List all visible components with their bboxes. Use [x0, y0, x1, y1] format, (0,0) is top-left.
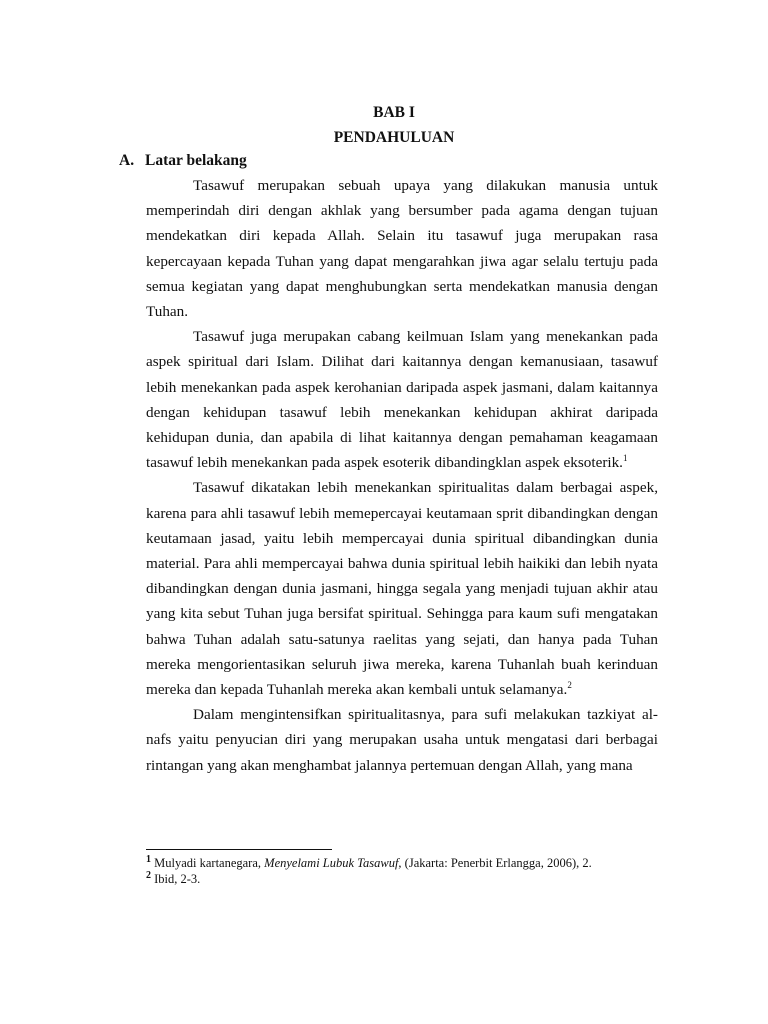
- footnote-divider: [146, 849, 332, 850]
- footnote-publication: (Jakarta: Penerbit Erlangga, 2006), 2.: [401, 856, 592, 870]
- chapter-number: BAB I: [373, 104, 415, 121]
- paragraph-text: Tasawuf merupakan sebuah upaya yang dilakukan manusia untuk memperindah diri dengan akhlak yang bersumber pada agama dengan tujuan mendekatkan diri kepada Allah. Selain itu tasawuf juga merupakan rasa kepercayaan kepada Tuhan yang dapat mengarahkan jiwa agar selalu tertuju pada semua kegiatan yang dapat menghubungkan serta mendekatkan manusia dengan Tuhan.: [146, 177, 658, 321]
- footnote-ref[interactable]: 1: [622, 453, 628, 464]
- section-heading: [119, 151, 247, 171]
- paragraph-text: Dalam mengintensifkan spiritualitasnya, para sufi melakukan tazkiyat al-nafs yaitu penyucian diri yang merupakan usaha untuk mengatasi dari berbagai rintangan yang akan menghambat jalannya pertemuan dengan Allah, yang mana: [146, 706, 658, 774]
- footnote-2: [146, 871, 658, 887]
- footnote-book-title: Menyelami Lubuk Tasawuf,: [264, 856, 402, 870]
- body-text: [146, 173, 658, 778]
- footnote-text: Ibid, 2-3.: [154, 872, 201, 886]
- paragraph-text: Tasawuf dikatakan lebih menekankan spiritualitas dalam berbagai aspek, karena para ahli tasawuf lebih memepercayai keutamaan sprit dibandingkan dengan keutamaan jasad, yaitu lebih mempercayai dunia spiritual dibandingkan dunia material. Para ahli mempercayai bahwa dunia spiritual lebih haikiki dan lebih nyata dibandingkan dengan dunia jasmani, hingga segala yang menjadi tujuan akhir atau yang kita sebut Tuhan juga bersifat spiritual. Sehingga para kaum sufi mengatakan bahwa Tuhan adalah satu-satunya raelitas yang sejati, dan hanya pada Tuhan mereka mengorientasikan seluruh jiwa mereka, karena Tuhanlah buah kerinduan mereka dan kepada Tuhanlah mereka akan kembali untuk selamanya.: [146, 479, 658, 699]
- footnotes: [146, 855, 658, 887]
- paragraph-1: [146, 173, 658, 324]
- footnote-text: Mulyadi kartanegara,: [154, 856, 265, 870]
- footnote-mark: 1: [146, 853, 151, 865]
- section-number: A.: [119, 152, 135, 169]
- paragraph-text: Tasawuf juga merupakan cabang keilmuan Islam yang menekankan pada aspek spiritual dari Islam. Dilihat dari kaitannya dengan kemanusiaan, tasawuf lebih menekankan pada aspek kerohanian daripada aspek jasmani, dalam kaitannya dengan kehidupan tasawuf lebih menekankan kehidupan akhirat daripada kehidupan dunia, dan apabila di lihat kaitannya dengan pemahaman keagamaan tasawuf lebih menekankan pada aspek esoterik dibandingklan aspek eksoterik.: [146, 328, 658, 472]
- paragraph-4: [146, 702, 658, 778]
- paragraph-2: [146, 324, 658, 475]
- paragraph-3: [146, 475, 658, 702]
- chapter-title: PENDAHULUAN: [333, 129, 455, 146]
- footnote-ref[interactable]: 2: [567, 680, 572, 690]
- footnote-1: [146, 855, 658, 871]
- footnote-mark: 2: [146, 869, 151, 881]
- section-title: Latar belakang: [145, 152, 247, 169]
